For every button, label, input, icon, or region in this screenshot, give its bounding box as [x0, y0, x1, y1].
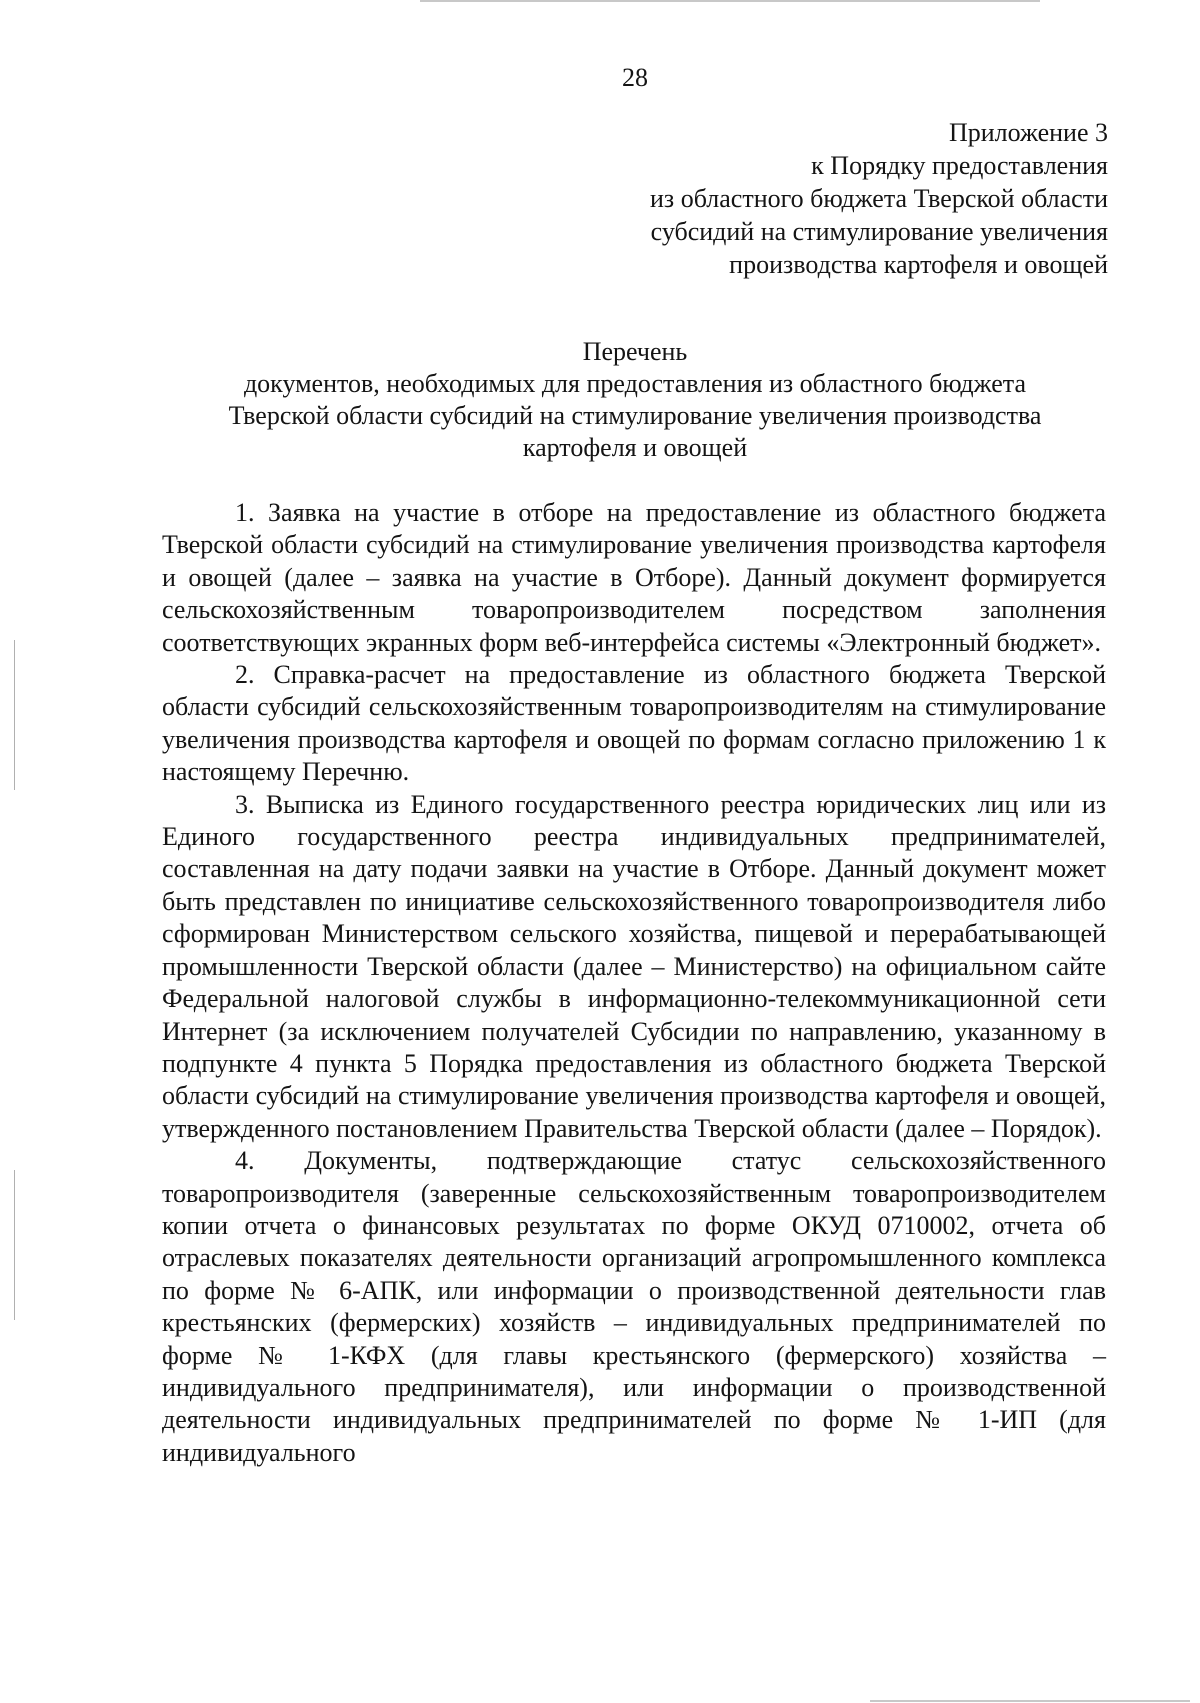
scan-artifact-left-2: [14, 1170, 15, 1320]
scan-artifact-bottom: [870, 1700, 1190, 1702]
title-subtitle-line: Тверской области субсидий на стимулирование увеличения производства: [228, 401, 1042, 430]
appendix-line: производства картофеля и овощей: [729, 250, 1108, 279]
paragraph-item-3: 3. Выписка из Единого государственного реестра юридических лиц или из Единого государственного реестра индивидуальных предпринимателей, составленная на дату подачи заявки на участие в Отборе. Данный документ может быть представлен по инициативе сельскохозяйственного товаропроизводителя либо сформирован Министерством сельского хозяйства, пищевой и перерабатывающей промышленности Тверской области (далее – Министерство) на официальном сайте Федеральной налоговой службы в информационно-телекоммуникационной сети Интернет (за исключением получателей Субсидии по направлению, указанному в подпункте 4 пункта 5 Порядка предоставления из областного бюджета Тверской области субсидий на стимулирование увеличения производства картофеля и овощей, утвержденного постановлением Правительства Тверской области (далее – Порядок).: [162, 789, 1106, 1143]
appendix-line: субсидий на стимулирование увеличения: [650, 217, 1108, 246]
title-subtitle-line: документов, необходимых для предоставления из областного бюджета: [243, 369, 1027, 398]
paragraph-item-4: 4. Документы, подтверждающие статус сельскохозяйственного товаропроизводителя (заверенные сельскохозяйственным товаропроизводителем копии отчета о финансовых результатах по форме ОКУД 0710002, отчета об отраслевых показателях деятельности организаций агропромышленного комплекса по форме № 6-АПК, или информации о производственной деятельности глав крестьянских (фермерских) хозяйств – индивидуальных предпринимателей по форме № 1-КФХ (для главы крестьянского (фермерского) хозяйства – индивидуального предпринимателя), или информации о производственной деятельности индивидуальных предпринимателей по форме № 1-ИП (для индивидуального: [162, 1146, 1106, 1467]
title-heading: Перечень: [582, 337, 688, 366]
scan-artifact-left-1: [14, 640, 15, 790]
appendix-header: [488, 116, 1108, 281]
paragraph-item-1: 1. Заявка на участие в отборе на предоставление из областного бюджета Тверской области субсидий на стимулирование увеличения производства картофеля и овощей (далее – заявка на участие в Отборе). Данный документ формируется сельскохозяйственным товаропроизводителем посредством заполнения соответствующих экранных форм веб-интерфейса системы «Электронный бюджет».: [162, 498, 1106, 657]
scan-artifact-top: [420, 0, 1040, 2]
document-body: [162, 497, 1106, 1469]
appendix-line: из областного бюджета Тверской области: [650, 184, 1108, 213]
title-subtitle-line: картофеля и овощей: [522, 433, 748, 462]
appendix-line: Приложение 3: [948, 118, 1108, 147]
page-number: 28: [622, 63, 648, 92]
appendix-line: к Порядку предоставления: [811, 151, 1108, 180]
paragraph-item-2: 2. Справка-расчет на предоставление из областного бюджета Тверской области субсидий сельскохозяйственным товаропроизводителям на стимулирование увеличения производства картофеля и овощей по формам согласно приложению 1 к настоящему Перечню.: [162, 660, 1106, 787]
document-title: [160, 336, 1110, 464]
